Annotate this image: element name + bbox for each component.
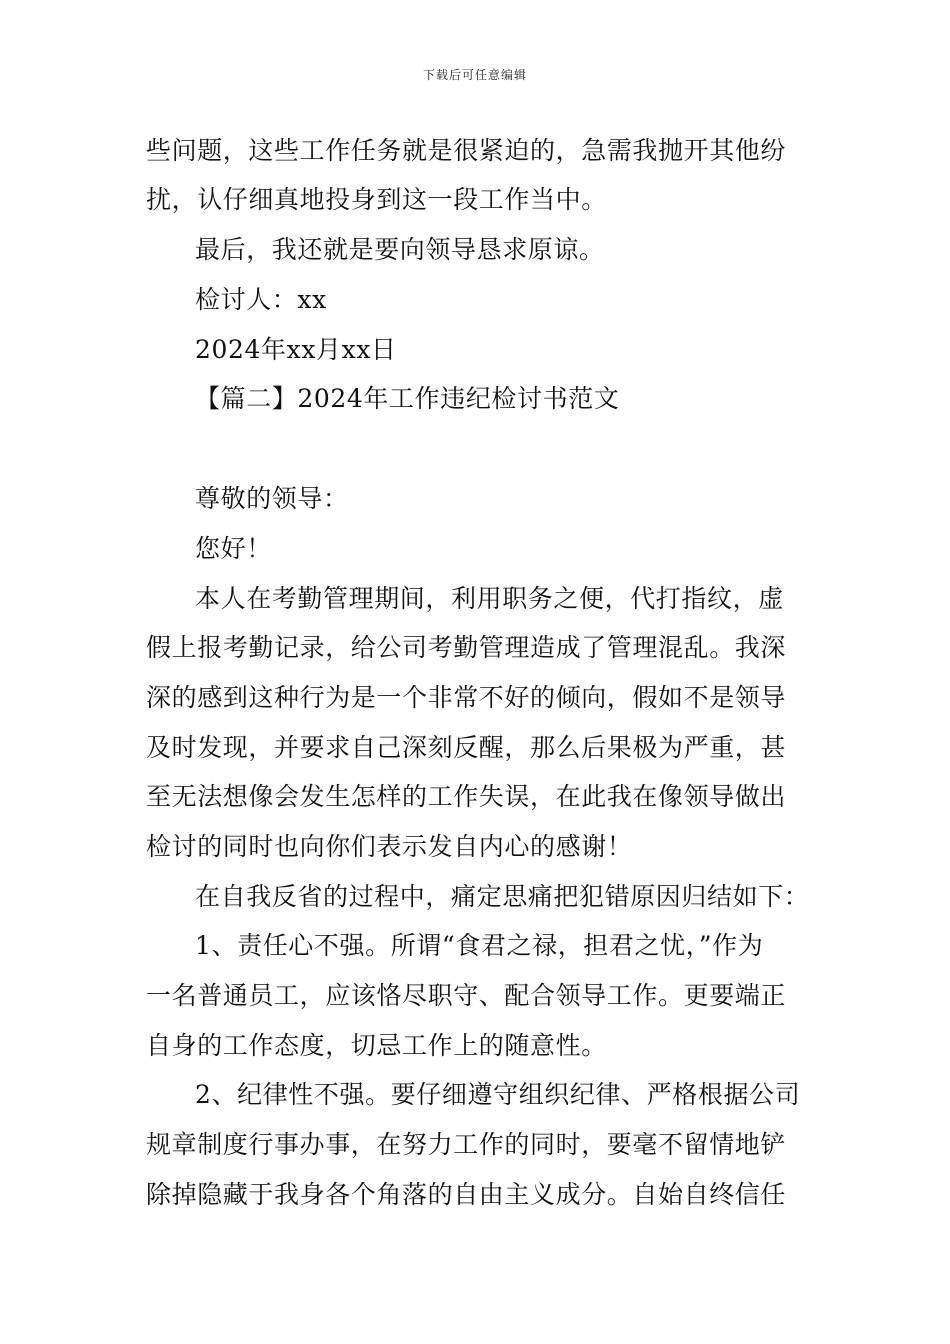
- body-line: 些问题，这些工作任务就是很紧迫的，急需我抛开其他纷: [146, 136, 787, 165]
- section-title: 【篇二】2024年工作违纪检讨书范文: [195, 384, 620, 413]
- body-line: 在自我反省的过程中，痛定思痛把犯错原因归结如下：: [195, 882, 810, 911]
- body-line: 深的感到这种行为是一个非常不好的倾向，假如不是领导: [146, 683, 787, 712]
- header-note: 下载后可任意编辑: [422, 68, 527, 82]
- date-line: 2024年xx月xx日: [195, 335, 397, 364]
- list-item-2: 2、纪律性不强。要仔细遵守组织纪律、严格根据公司: [195, 1080, 801, 1109]
- greeting: 您好！: [195, 534, 272, 563]
- body-line: 自身的工作态度，切忌工作上的随意性。: [146, 1031, 607, 1060]
- body-line: 至无法想像会发生怎样的工作失误，在此我在像领导做出: [146, 782, 787, 811]
- body-line: 扰，认仔细真地投身到这一段工作当中。: [146, 185, 607, 214]
- signature-line: 检讨人：xx: [195, 285, 327, 314]
- body-line: 一名普通员工，应该恪尽职守、配合领导工作。更要端正: [146, 981, 787, 1010]
- salutation: 尊敬的领导：: [195, 484, 349, 513]
- body-line: 最后，我还就是要向领导恳求原谅。: [195, 235, 605, 264]
- body-line: 检讨的同时也向你们表示发自内心的感谢！: [146, 832, 633, 861]
- body-line: 本人在考勤管理期间，利用职务之便，代打指纹，虚: [195, 584, 784, 613]
- body-line: 规章制度行事办事，在努力工作的同时，要毫不留情地铲: [146, 1130, 787, 1159]
- list-item-1: 1、责任心不强。所谓“食君之禄，担君之忧，”作为: [195, 931, 764, 960]
- body-line: 除掉隐藏于我身各个角落的自由主义成分。自始自终信任: [146, 1180, 787, 1209]
- body-line: 及时发现，并要求自己深刻反醒，那么后果极为严重，甚: [146, 733, 787, 762]
- body-line: 假上报考勤记录，给公司考勤管理造成了管理混乱。我深: [146, 633, 787, 662]
